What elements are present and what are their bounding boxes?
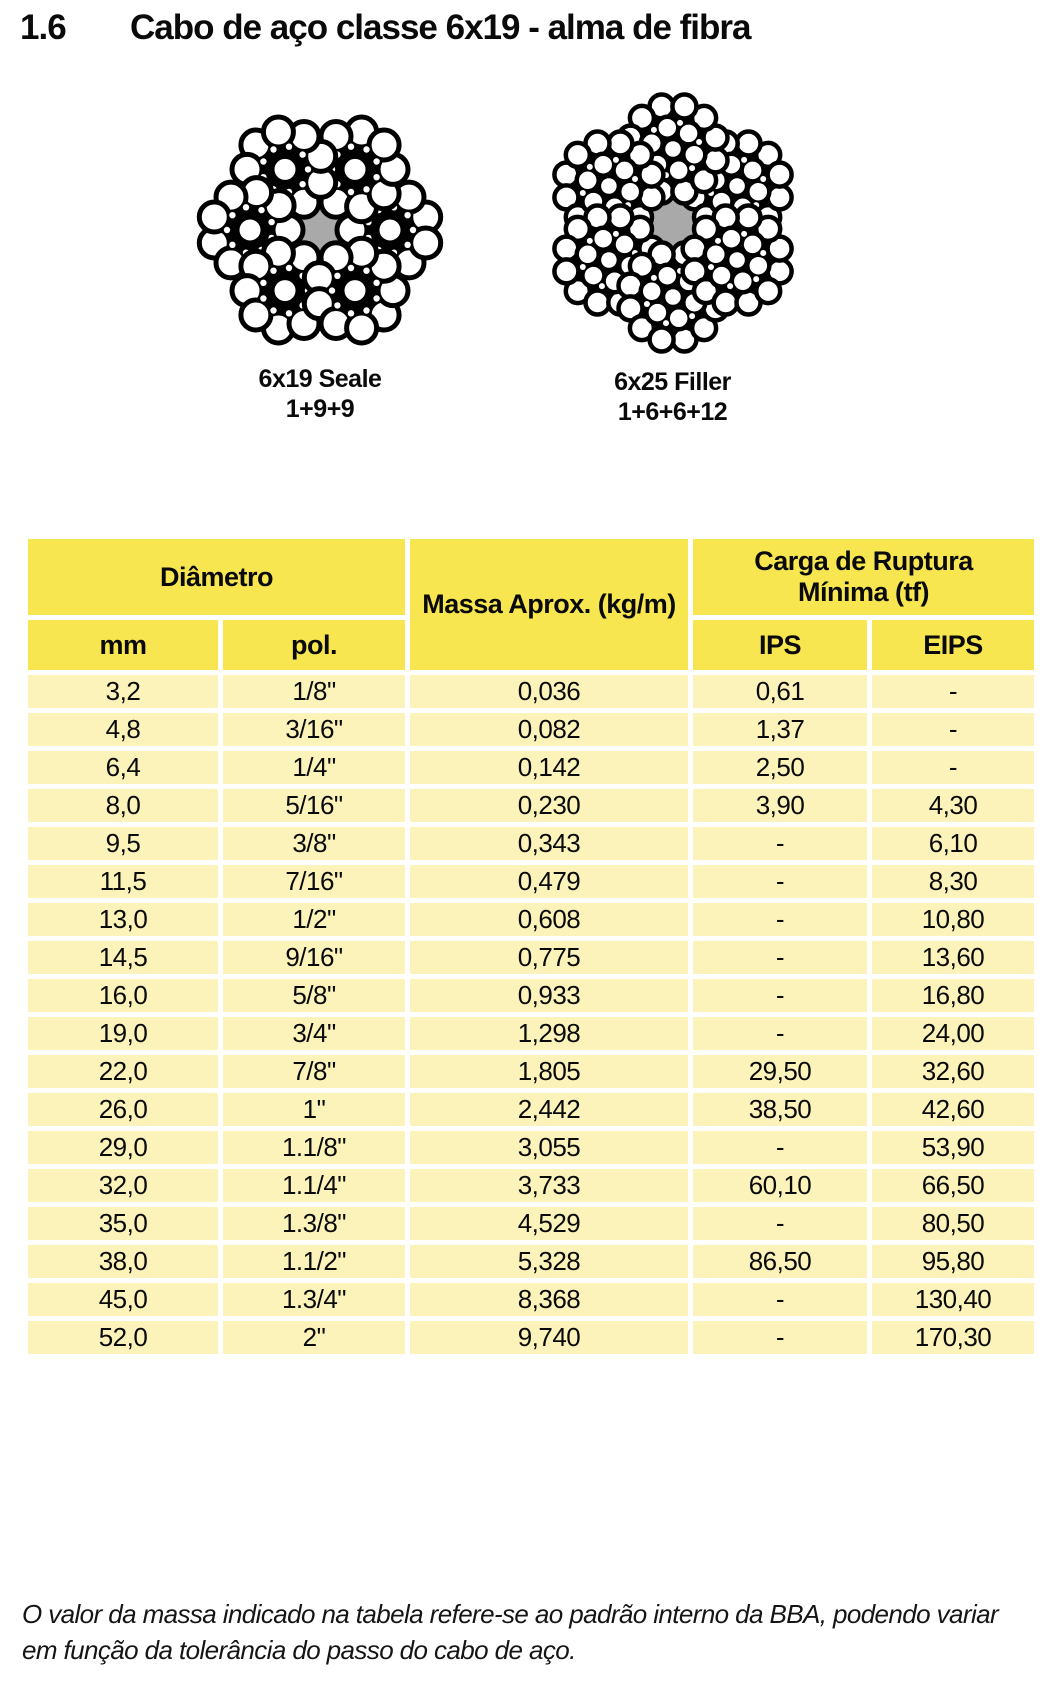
table-cell: 3/4" (223, 1017, 405, 1050)
table-row (28, 865, 1034, 898)
specs-table (23, 534, 1039, 1359)
table-cell: - (693, 1131, 867, 1164)
table-cell: 29,50 (693, 1055, 867, 1088)
table-cell: 7/8" (223, 1055, 405, 1088)
table-row (28, 1169, 1034, 1202)
table-cell: 9/16" (223, 941, 405, 974)
table-cell: 16,80 (872, 979, 1034, 1012)
table-row (28, 751, 1034, 784)
table-cell: 42,60 (872, 1093, 1034, 1126)
table-cell: - (693, 979, 867, 1012)
table-cell: 95,80 (872, 1245, 1034, 1278)
table-cell: 60,10 (693, 1169, 867, 1202)
table-cell: 1,298 (410, 1017, 688, 1050)
diagram-construction: 1+9+9 (285, 395, 355, 423)
table-row (28, 1017, 1034, 1050)
table-cell: 0,036 (410, 675, 688, 708)
table-cell: 0,479 (410, 865, 688, 898)
table-cell: 16,0 (28, 979, 218, 1012)
col-header-carga-line1: Carga de Ruptura (754, 546, 973, 576)
table-cell: 3,2 (28, 675, 218, 708)
table-row (28, 827, 1034, 860)
table-cell: 3,733 (410, 1169, 688, 1202)
table-cell: - (872, 713, 1034, 746)
table-cell: - (693, 941, 867, 974)
table-cell: 2" (223, 1321, 405, 1354)
table-row (28, 713, 1034, 746)
table-cell: 1.3/4" (223, 1283, 405, 1316)
col-header-pol: pol. (223, 620, 405, 670)
table-cell: 5/16" (223, 789, 405, 822)
table-body (28, 675, 1034, 1354)
table-cell: 52,0 (28, 1321, 218, 1354)
table-cell: 6,4 (28, 751, 218, 784)
table-cell: 1" (223, 1093, 405, 1126)
table-cell: 32,60 (872, 1055, 1034, 1088)
diagram-name: 6x19 Seale (258, 365, 382, 393)
table-cell: 0,343 (410, 827, 688, 860)
table-cell: 0,933 (410, 979, 688, 1012)
table-cell: - (693, 903, 867, 936)
table-cell: 1.1/4" (223, 1169, 405, 1202)
table-cell: 1.1/2" (223, 1245, 405, 1278)
table-cell: 66,50 (872, 1169, 1034, 1202)
table-cell: 1/2" (223, 903, 405, 936)
table-cell: 4,30 (872, 789, 1034, 822)
table-cell: 0,142 (410, 751, 688, 784)
table-cell: 4,529 (410, 1207, 688, 1240)
table-cell: 53,90 (872, 1131, 1034, 1164)
col-header-eips: EIPS (872, 620, 1034, 670)
table-cell: 80,50 (872, 1207, 1034, 1240)
table-row (28, 1131, 1034, 1164)
diagram-construction: 1+6+6+12 (617, 398, 728, 426)
table-cell: 130,40 (872, 1283, 1034, 1316)
table-cell: - (693, 1017, 867, 1050)
table-cell: 19,0 (28, 1017, 218, 1050)
diagram-caption (505, 367, 840, 427)
table-cell: 13,0 (28, 903, 218, 936)
table-row (28, 979, 1034, 1012)
header-row-groups (28, 539, 1034, 615)
table-cell: 2,442 (410, 1093, 688, 1126)
table-cell: 38,0 (28, 1245, 218, 1278)
table-header (28, 539, 1034, 670)
table-cell: - (693, 865, 867, 898)
rope-diagram-6x19-seale (150, 100, 490, 424)
table-cell: - (872, 751, 1034, 784)
table-cell: 26,0 (28, 1093, 218, 1126)
table-cell: 8,368 (410, 1283, 688, 1316)
table-row (28, 903, 1034, 936)
table-cell: - (693, 1283, 867, 1316)
table-cell: 0,230 (410, 789, 688, 822)
col-header-ips: IPS (693, 620, 867, 670)
table-cell: 24,00 (872, 1017, 1034, 1050)
rope-cross-section-6x19-illustration (190, 100, 450, 360)
table-cell: 5/8" (223, 979, 405, 1012)
table-cell: 3/16" (223, 713, 405, 746)
page-header (20, 8, 750, 48)
section-number: 1.6 (20, 8, 66, 47)
table-cell: - (693, 1207, 867, 1240)
rope-cross-section-6x25-illustration (533, 83, 813, 363)
table-cell: 1.1/8" (223, 1131, 405, 1164)
footnote-text: O valor da massa indicado na tabela refere-se ao padrão interno da BBA, podendo variar em função da tolerância do passo do cabo de aço. (22, 1599, 999, 1665)
table-cell: - (693, 1321, 867, 1354)
table-row (28, 675, 1034, 708)
table-cell: 170,30 (872, 1321, 1034, 1354)
table-cell: 5,328 (410, 1245, 688, 1278)
col-header-diametro: Diâmetro (28, 539, 405, 615)
diagram-caption (150, 364, 490, 424)
col-header-carga (693, 539, 1034, 615)
table-cell: 1/8" (223, 675, 405, 708)
table-cell: 2,50 (693, 751, 867, 784)
table-cell: 8,30 (872, 865, 1034, 898)
table-cell: 32,0 (28, 1169, 218, 1202)
table-cell: 3/8" (223, 827, 405, 860)
table-cell: 3,90 (693, 789, 867, 822)
table-row (28, 1093, 1034, 1126)
table-row (28, 1283, 1034, 1316)
table-cell: 0,608 (410, 903, 688, 936)
table-row (28, 1055, 1034, 1088)
table-cell: 35,0 (28, 1207, 218, 1240)
col-header-massa: Massa Aprox. (kg/m) (410, 539, 688, 670)
table-cell: 10,80 (872, 903, 1034, 936)
table-cell: - (693, 827, 867, 860)
table-cell: 38,50 (693, 1093, 867, 1126)
table-cell: 7/16" (223, 865, 405, 898)
table-cell: 3,055 (410, 1131, 688, 1164)
table-cell: - (872, 675, 1034, 708)
table-cell: 1/4" (223, 751, 405, 784)
page-title: Cabo de aço classe 6x19 - alma de fibra (130, 8, 751, 47)
table-row (28, 941, 1034, 974)
table-cell: 6,10 (872, 827, 1034, 860)
table-row (28, 1207, 1034, 1240)
table-row (28, 1245, 1034, 1278)
table-cell: 9,740 (410, 1321, 688, 1354)
table-cell: 9,5 (28, 827, 218, 860)
table-cell: 4,8 (28, 713, 218, 746)
table-cell: 86,50 (693, 1245, 867, 1278)
table-cell: 8,0 (28, 789, 218, 822)
table-cell: 0,775 (410, 941, 688, 974)
table-row (28, 1321, 1034, 1354)
col-header-carga-line2: Mínima (tf) (798, 577, 929, 607)
diagram-name: 6x25 Filler (614, 368, 731, 396)
table-cell: 29,0 (28, 1131, 218, 1164)
rope-diagram-6x25-filler (505, 83, 840, 427)
table-cell: 22,0 (28, 1055, 218, 1088)
table-cell: 1,805 (410, 1055, 688, 1088)
table-cell: 14,5 (28, 941, 218, 974)
table-cell: 11,5 (28, 865, 218, 898)
table-row (28, 789, 1034, 822)
table-cell: 0,082 (410, 713, 688, 746)
table-cell: 0,61 (693, 675, 867, 708)
col-header-mm: mm (28, 620, 218, 670)
table-cell: 45,0 (28, 1283, 218, 1316)
table-cell: 13,60 (872, 941, 1034, 974)
table-cell: 1,37 (693, 713, 867, 746)
table-cell: 1.3/8" (223, 1207, 405, 1240)
